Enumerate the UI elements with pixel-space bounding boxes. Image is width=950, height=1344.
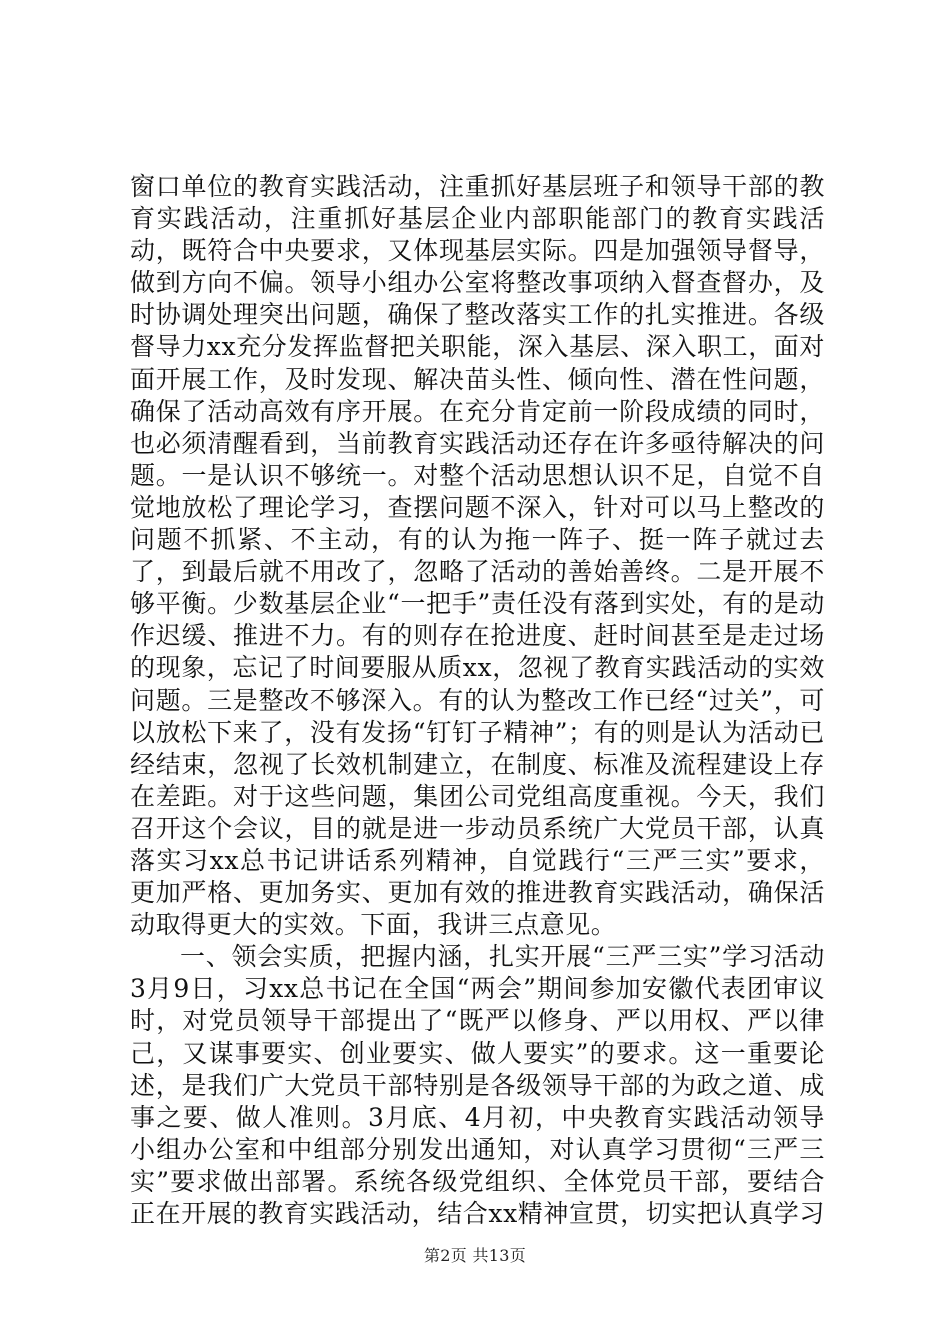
paragraph-continued: 窗口单位的教育实践活动，注重抓好基层班子和领导干部的教育实践活动，注重抓好基层企业内部职能部门的教育实践活动，既符合中央要求，又体现基层实际。四是加强领导督导，做到方向不偏。领导小组办公室将整改事项纳入督查督办，及时协调处理突出问题，确保了整改落实工作的扎实推进。各级督导力xx充分发挥监督把关职能，深入基层、深入职工，面对面开展工作，及时发现、解决苗头性、倾向性、潜在性问题，确保了活动高效有序开展。在充分肯定前一阶段成绩的同时，也必须清醒看到，当前教育实践活动还存在许多亟待解决的问题。一是认识不够统一。对整个活动思想认识不足，自觉不自觉地放松了理论学习，查摆问题不深入，针对可以马上整改的问题不抓紧、不主动，有的认为拖一阵子、挺一阵子就过去了，到最后就不用改了，忽略了活动的善始善终。二是开展不够平衡。少数基层企业“一把手”责任没有落到实处，有的是动作迟缓、推进不力。有的则存在抢进度、赶时间甚至是走过场的现象，忘记了时间要服从质xx，忽视了教育实践活动的实效问题。三是整改不够深入。有的认为整改工作已经“过关”，可以放松下来了，没有发扬“钉钉子精神”；有的则是认为活动已经结束，忽视了长效机制建立，在制度、标准及流程建设上存在差距。对于这些问题，集团公司党组高度重视。今天，我们召开这个会议，目的就是进一步动员系统广大党员干部，认真落实习xx总书记讲话系列精神，自觉践行“三严三实”要求，更加严格、更加务实、更加有效的推进教育实践活动，确保活动取得更大的实效。下面，我讲三点意见。: [130, 172, 826, 940]
paragraph-section-one: 一、领会实质，把握内涵，扎实开展“三严三实”学习活动3月9日，习xx总书记在全国“两会”期间参加安徽代表团审议时，对党员领导干部提出了“既严以修身、严以用权、严以律己，又谋事要实、创业要实、做人要实”的要求。这一重要论述，是我们广大党员干部特别是各级领导干部的为政之道、成事之要、做人准则。3月底、4月初，中央教育实践活动领导小组办公室和中组部分别发出通知，对认真学习贯彻“三严三实”要求做出部署。系统各级党组织、全体党员干部，要结合正在开展的教育实践活动，结合xx精神宣贯，切实把认真学习: [130, 942, 826, 1228]
document-body: [130, 171, 825, 1230]
page-number-footer: 第2页 共13页: [423, 1246, 527, 1265]
